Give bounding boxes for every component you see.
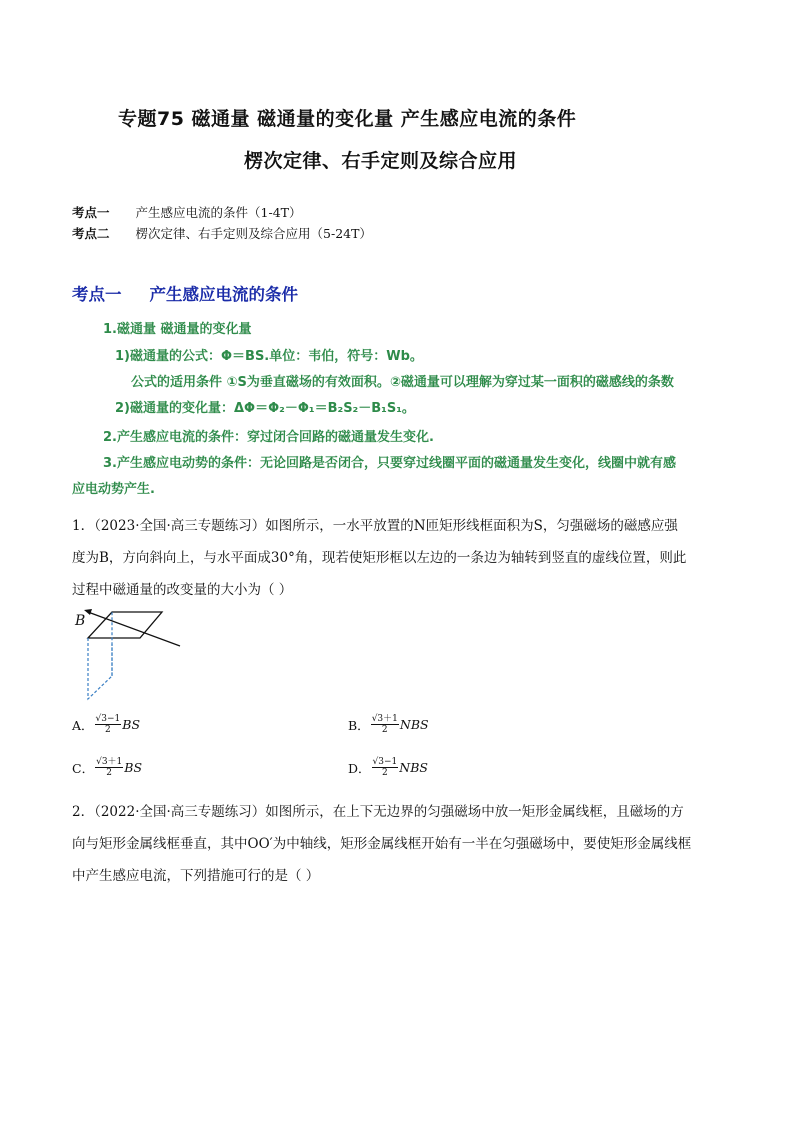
frac-num: √3−1 xyxy=(372,757,398,767)
q2-line-1: 2．（2022·全国·高三专题练习）如图所示，在上下无边界的匀强磁场中放一矩形金属线框，且磁场的方 xyxy=(72,804,684,820)
section-title: 产生感应电流的条件 xyxy=(149,285,298,304)
option-fraction xyxy=(371,714,399,735)
note-6: 3.产生感应电动势的条件：无论回路是否闭合，只要穿过线圈平面的磁通量发生变化，线圈中就有感 xyxy=(103,456,676,471)
frac-den: 2 xyxy=(381,725,388,735)
doc-title-line1: 专题75 磁通量 磁通量的变化量 产生感应电流的条件 xyxy=(118,108,577,130)
option-letter: A． xyxy=(72,717,94,733)
option-letter: B． xyxy=(348,717,370,733)
option-a[interactable] xyxy=(72,714,140,735)
toc-key: 考点二 xyxy=(72,226,110,241)
toc-text: 产生感应电流的条件（1-4T） xyxy=(135,205,302,220)
option-suffix: NBS xyxy=(399,717,429,732)
q2-line-2: 向与矩形金属线框垂直，其中OO′为中轴线，矩形金属线框开始有一半在匀强磁场中，要使矩形金属线框 xyxy=(72,836,692,852)
note-4: 2)磁通量的变化量：ΔΦ＝Φ₂－Φ₁＝B₂S₂－B₁S₁。 xyxy=(115,401,415,416)
note-5: 2.产生感应电流的条件：穿过闭合回路的磁通量发生变化. xyxy=(103,430,434,445)
frac-den: 2 xyxy=(382,768,388,778)
option-d[interactable] xyxy=(348,757,428,778)
note-7: 应电动势产生. xyxy=(72,482,155,497)
option-suffix: BS xyxy=(124,760,143,775)
toc-key: 考点一 xyxy=(72,205,110,220)
option-c[interactable] xyxy=(72,757,142,778)
option-fraction xyxy=(95,714,122,735)
note-3: 公式的适用条件 ①S为垂直磁场的有效面积。②磁通量可以理解为穿过某一面积的磁感线的条数 xyxy=(131,375,674,390)
frac-num: √3−1 xyxy=(95,714,121,724)
frac-den: 2 xyxy=(106,768,113,778)
toc-item-1 xyxy=(72,203,301,221)
figure-label-b: B xyxy=(75,613,86,629)
field-line xyxy=(88,612,180,646)
option-suffix: NBS xyxy=(399,760,428,775)
q1-line-3: 过程中磁通量的改变量的大小为（ ） xyxy=(72,582,293,598)
toc-text: 楞次定律、右手定则及综合应用（5-24T） xyxy=(135,226,372,241)
section-heading xyxy=(72,281,298,305)
q1-line-2: 度为B，方向斜向上，与水平面成30°角，现若使矩形框以左边的一条边为轴转到竖直的虚线位置，则此 xyxy=(72,550,687,566)
option-letter: D． xyxy=(348,760,371,776)
toc-item-2 xyxy=(72,224,372,242)
option-fraction xyxy=(372,757,399,778)
frac-num: √3＋1 xyxy=(371,714,398,724)
option-letter: C． xyxy=(72,760,95,776)
doc-title-line2: 楞次定律、右手定则及综合应用 xyxy=(244,150,518,172)
coil-diagram xyxy=(70,604,190,704)
option-suffix: BS xyxy=(122,717,141,732)
section-key: 考点一 xyxy=(72,285,122,304)
frac-num: √3＋1 xyxy=(96,757,123,767)
note-2: 1)磁通量的公式：Φ＝BS.单位：韦伯，符号：Wb。 xyxy=(115,349,423,364)
option-b[interactable] xyxy=(348,714,429,735)
note-1: 1.磁通量 磁通量的变化量 xyxy=(103,322,252,337)
frac-den: 2 xyxy=(105,725,111,735)
q1-line-1: 1．（2023·全国·高三专题练习）如图所示，一水平放置的N匝矩形线框面积为S，匀强磁场的磁感应强 xyxy=(72,518,678,534)
q2-line-3: 中产生感应电流，下列措施可行的是（ ） xyxy=(72,868,320,884)
q1-figure xyxy=(70,604,190,704)
option-fraction xyxy=(95,757,123,778)
